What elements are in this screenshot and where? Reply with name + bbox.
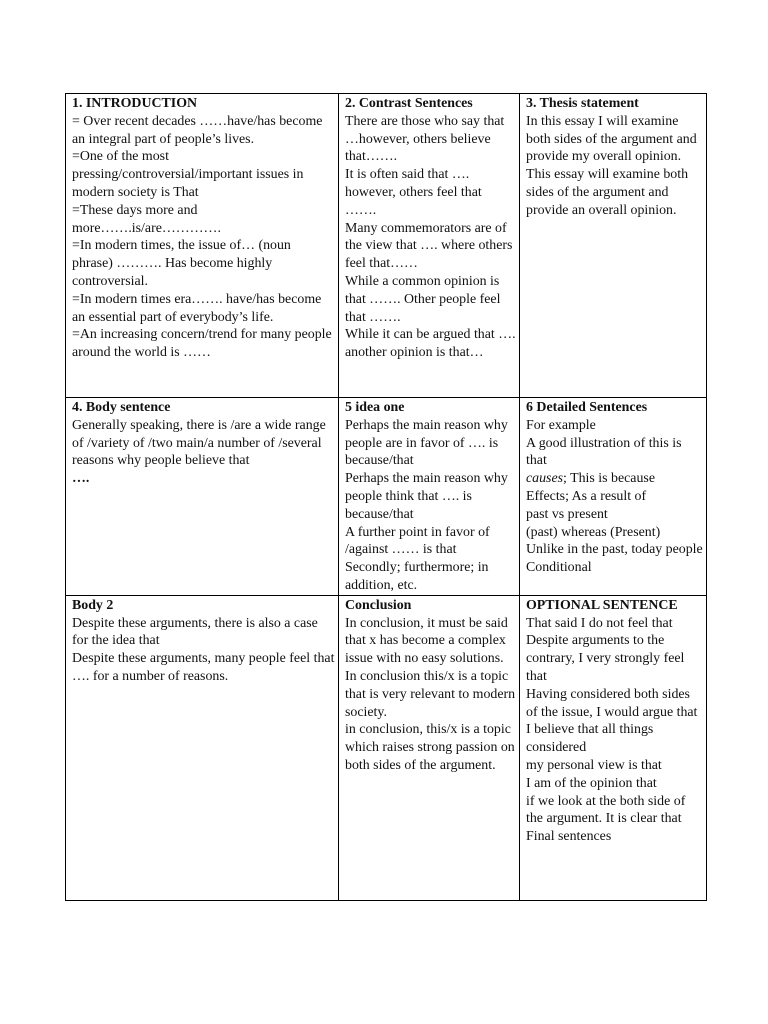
cell-line: That said I do not feel that (526, 615, 673, 631)
cell-line: Generally speaking, there is /are a wide range of /variety of /two main/a number of /several reasons why people believe that (72, 417, 326, 469)
cell-line: =One of the most pressing/controversial/important issues in modern society is That (72, 149, 304, 200)
table-row (66, 94, 707, 398)
cell-line: There are those who say that …however, others believe that……. (345, 113, 505, 165)
cell-line: In this essay I will examine both sides of the argument and provide my overall opinion. (526, 113, 697, 165)
essay-phrases-table (65, 93, 707, 901)
cell-line: Having considered both sides of the issue, I would argue that (526, 686, 698, 720)
cell-heading: Body 2 (72, 597, 114, 613)
cell-line: = Over recent decades ……have/has become an integral part of people’s lives. (72, 113, 323, 147)
cell-conclusion (339, 595, 520, 900)
cell-heading: 1. INTRODUCTION (72, 96, 198, 111)
cell-line: =An increasing concern/trend for many people around the world is …… (72, 327, 332, 361)
cell-line: I believe that all things considered (526, 722, 654, 756)
cell-line: my personal view is that (526, 757, 662, 773)
cell-line-mixed (526, 470, 703, 488)
cell-line: Secondly; furthermore; in addition, etc. (345, 560, 489, 593)
cell-line: Unlike in the past, today people (526, 542, 703, 558)
italic-word: causes (526, 471, 564, 487)
cell-line: Despite arguments to the contrary, I very strongly feel that (526, 633, 685, 684)
cell-heading: 5 idea one (345, 400, 405, 415)
cell-line: This essay will examine both sides of the argument and provide an overall opinion. (526, 167, 689, 218)
cell-detailed-sentences (520, 398, 707, 596)
cell-line: I am of the opinion that (526, 775, 657, 791)
cell-line: past vs present (526, 506, 608, 522)
cell-heading: OPTIONAL SENTENCE (526, 597, 678, 613)
table-row (66, 398, 707, 596)
cell-line: Effects; As a result of (526, 488, 647, 504)
cell-line-rest: ; This is because (563, 471, 655, 487)
table-row (66, 595, 707, 900)
cell-heading: 2. Contrast Sentences (345, 96, 473, 111)
cell-introduction (66, 94, 339, 398)
cell-line: Perhaps the main reason why people are in favor of …. is because/that (345, 417, 508, 469)
cell-body-2 (66, 595, 339, 900)
cell-line: While a common opinion is that ……. Other people feel that ……. (345, 273, 501, 325)
cell-line: if we look at the both side of the argument. It is clear that (526, 793, 686, 827)
cell-heading: 3. Thesis statement (526, 96, 639, 111)
cell-line: A further point in favor of /against …… is that (345, 524, 490, 558)
cell-line: =In modern times, the issue of… (noun phrase) ………. Has become highly controversial. (72, 238, 291, 289)
cell-line: A good illustration of this is that (526, 435, 682, 469)
cell-line: (past) whereas (Present) (526, 524, 661, 540)
cell-bold-ellipsis: …. (72, 471, 90, 487)
cell-line: Many commemorators are of the view that …. where others feel that…… (345, 220, 513, 272)
cell-optional-sentence (520, 595, 707, 900)
cell-line: Perhaps the main reason why people think that …. is because/that (345, 471, 508, 522)
cell-contrast-sentences (339, 94, 520, 398)
cell-thesis-statement (520, 94, 707, 398)
cell-line: in conclusion, this/x is a topic which raises strong passion on both sides of the argument. (345, 722, 515, 773)
cell-line: In conclusion, it must be said that x has become a complex issue with no easy solutions. (345, 615, 508, 667)
cell-heading: 4. Body sentence (72, 400, 171, 415)
cell-line: Despite these arguments, there is also a case for the idea that (72, 615, 318, 649)
cell-line: Conditional (526, 560, 592, 576)
cell-line: Final sentences (526, 829, 612, 845)
cell-heading: 6 Detailed Sentences (526, 400, 648, 415)
cell-line: Despite these arguments, many people feel that …. for a number of reasons. (72, 651, 335, 684)
cell-body-sentence (66, 398, 339, 596)
cell-heading: Conclusion (345, 597, 412, 613)
cell-line: While it can be argued that …. another opinion is that… (345, 327, 516, 361)
cell-idea-one (339, 398, 520, 596)
cell-line: It is often said that …. however, others feel that ……. (345, 167, 482, 218)
cell-line: For example (526, 417, 596, 433)
cell-line: =These days more and more…….is/are…………. (72, 202, 221, 236)
cell-line: =In modern times era……. have/has become an essential part of everybody’s life. (72, 291, 322, 325)
cell-line: In conclusion this/x is a topic that is very relevant to modern society. (345, 668, 516, 720)
